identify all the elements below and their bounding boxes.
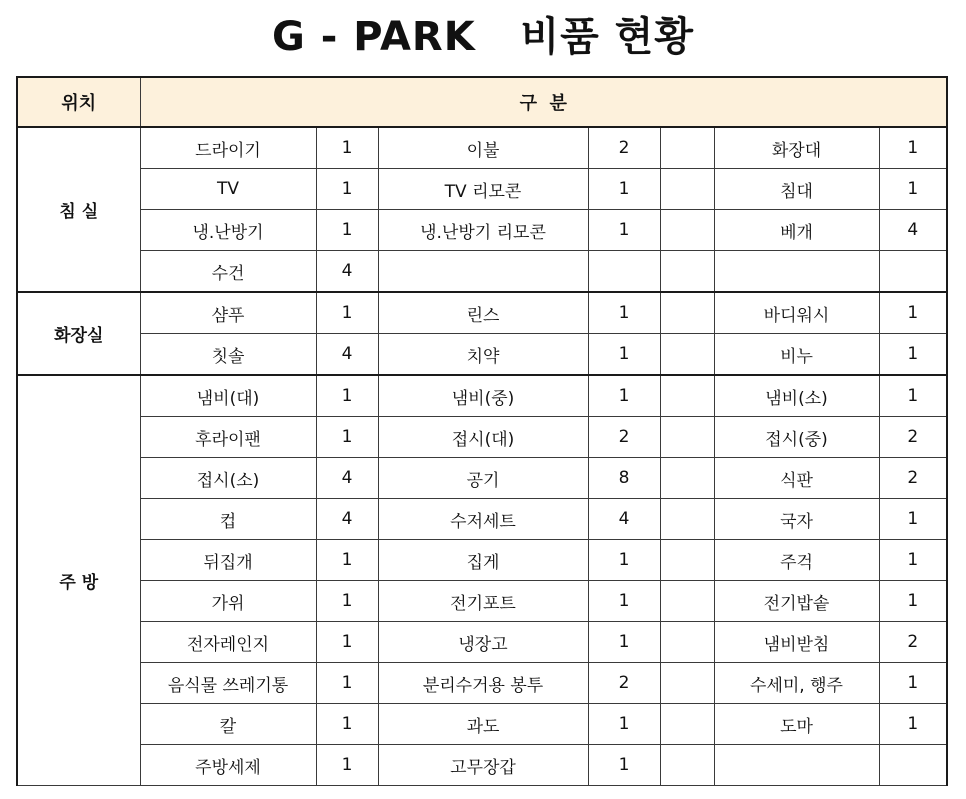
item-name-cell: TV — [140, 169, 316, 210]
item-name-cell: 수저세트 — [378, 499, 588, 540]
item-name-cell: 냄비받침 — [714, 622, 879, 663]
spacer-cell — [660, 704, 714, 745]
spacer-cell — [660, 127, 714, 169]
location-cell: 침 실 — [17, 127, 140, 292]
item-quantity-cell: 4 — [316, 499, 378, 540]
item-name-cell: 접시(소) — [140, 458, 316, 499]
item-quantity-cell — [879, 745, 947, 786]
item-quantity-cell: 1 — [879, 127, 947, 169]
spacer-cell — [660, 375, 714, 417]
spacer-cell — [660, 210, 714, 251]
table-row — [17, 169, 947, 210]
item-name-cell: 과도 — [378, 704, 588, 745]
item-quantity-cell: 1 — [879, 581, 947, 622]
item-quantity-cell: 1 — [879, 292, 947, 334]
item-quantity-cell: 2 — [588, 127, 660, 169]
item-name-cell: 음식물 쓰레기통 — [140, 663, 316, 704]
item-name-cell: 후라이팬 — [140, 417, 316, 458]
table-body — [17, 127, 947, 786]
table-row — [17, 334, 947, 376]
location-header: 위치 — [17, 77, 140, 127]
table-row — [17, 704, 947, 745]
spacer-cell — [660, 622, 714, 663]
table-row — [17, 375, 947, 417]
item-quantity-cell: 1 — [879, 704, 947, 745]
item-name-cell: 접시(대) — [378, 417, 588, 458]
item-quantity-cell: 1 — [588, 704, 660, 745]
item-quantity-cell: 1 — [316, 169, 378, 210]
item-quantity-cell: 1 — [879, 169, 947, 210]
table-row — [17, 292, 947, 334]
spacer-cell — [660, 581, 714, 622]
item-quantity-cell: 1 — [588, 210, 660, 251]
item-name-cell: 치약 — [378, 334, 588, 376]
item-quantity-cell — [879, 251, 947, 293]
item-quantity-cell: 4 — [316, 334, 378, 376]
item-quantity-cell: 1 — [316, 622, 378, 663]
item-quantity-cell: 1 — [879, 334, 947, 376]
item-name-cell: 화장대 — [714, 127, 879, 169]
item-name-cell: 드라이기 — [140, 127, 316, 169]
item-name-cell: 냄비(중) — [378, 375, 588, 417]
item-name-cell: 식판 — [714, 458, 879, 499]
item-name-cell: 국자 — [714, 499, 879, 540]
item-quantity-cell: 1 — [316, 292, 378, 334]
spacer-cell — [660, 292, 714, 334]
item-name-cell: 칼 — [140, 704, 316, 745]
item-quantity-cell: 1 — [316, 375, 378, 417]
spacer-cell — [660, 540, 714, 581]
table-row — [17, 581, 947, 622]
item-name-cell: 공기 — [378, 458, 588, 499]
category-header: 구 분 — [140, 77, 947, 127]
item-quantity-cell: 1 — [316, 663, 378, 704]
item-quantity-cell: 1 — [316, 540, 378, 581]
item-quantity-cell: 8 — [588, 458, 660, 499]
spacer-cell — [660, 745, 714, 786]
item-quantity-cell: 2 — [879, 622, 947, 663]
item-quantity-cell: 1 — [588, 292, 660, 334]
item-name-cell: 분리수거용 봉투 — [378, 663, 588, 704]
item-name-cell: 수건 — [140, 251, 316, 293]
item-quantity-cell: 1 — [588, 169, 660, 210]
item-name-cell — [714, 745, 879, 786]
item-name-cell: 비누 — [714, 334, 879, 376]
item-name-cell: 주걱 — [714, 540, 879, 581]
item-quantity-cell: 1 — [316, 581, 378, 622]
item-quantity-cell: 2 — [879, 458, 947, 499]
item-quantity-cell: 4 — [588, 499, 660, 540]
item-quantity-cell: 1 — [316, 210, 378, 251]
item-name-cell: 샴푸 — [140, 292, 316, 334]
item-name-cell: 바디워시 — [714, 292, 879, 334]
page-title: G - PARK 비품 현황 — [272, 14, 694, 60]
item-name-cell: 주방세제 — [140, 745, 316, 786]
item-quantity-cell: 1 — [588, 375, 660, 417]
item-name-cell: 도마 — [714, 704, 879, 745]
table-row — [17, 745, 947, 786]
spacer-cell — [660, 169, 714, 210]
item-quantity-cell: 1 — [588, 622, 660, 663]
item-name-cell: 칫솔 — [140, 334, 316, 376]
item-quantity-cell: 1 — [879, 499, 947, 540]
item-name-cell: 침대 — [714, 169, 879, 210]
table-row — [17, 417, 947, 458]
item-name-cell: 가위 — [140, 581, 316, 622]
item-quantity-cell: 1 — [879, 663, 947, 704]
item-quantity-cell: 1 — [588, 581, 660, 622]
item-quantity-cell: 4 — [879, 210, 947, 251]
item-quantity-cell: 1 — [588, 540, 660, 581]
item-name-cell: 린스 — [378, 292, 588, 334]
table-row — [17, 663, 947, 704]
table-row — [17, 458, 947, 499]
item-name-cell — [378, 251, 588, 293]
spacer-cell — [660, 499, 714, 540]
item-name-cell: 컵 — [140, 499, 316, 540]
spacer-cell — [660, 251, 714, 293]
item-name-cell: 냄비(대) — [140, 375, 316, 417]
table-row — [17, 251, 947, 293]
item-name-cell: 전기포트 — [378, 581, 588, 622]
item-quantity-cell: 1 — [316, 704, 378, 745]
item-quantity-cell: 1 — [588, 334, 660, 376]
item-name-cell: 냉.난방기 리모콘 — [378, 210, 588, 251]
table-row — [17, 127, 947, 169]
item-quantity-cell: 1 — [316, 745, 378, 786]
item-name-cell — [714, 251, 879, 293]
item-quantity-cell: 1 — [316, 417, 378, 458]
item-quantity-cell: 1 — [588, 745, 660, 786]
item-name-cell: 냄비(소) — [714, 375, 879, 417]
item-name-cell: 전자레인지 — [140, 622, 316, 663]
item-quantity-cell: 2 — [879, 417, 947, 458]
table-row — [17, 622, 947, 663]
spacer-cell — [660, 663, 714, 704]
item-name-cell: 전기밥솥 — [714, 581, 879, 622]
item-name-cell: TV 리모콘 — [378, 169, 588, 210]
item-quantity-cell: 4 — [316, 251, 378, 293]
spacer-cell — [660, 458, 714, 499]
item-quantity-cell: 2 — [588, 663, 660, 704]
item-quantity-cell: 1 — [879, 375, 947, 417]
item-name-cell: 고무장갑 — [378, 745, 588, 786]
table-row — [17, 540, 947, 581]
table-header-row — [17, 77, 947, 127]
inventory-table — [16, 76, 948, 786]
item-quantity-cell: 4 — [316, 458, 378, 499]
spacer-cell — [660, 334, 714, 376]
item-name-cell: 수세미, 행주 — [714, 663, 879, 704]
item-name-cell: 베개 — [714, 210, 879, 251]
location-cell: 화장실 — [17, 292, 140, 375]
spacer-cell — [660, 417, 714, 458]
item-name-cell: 뒤집개 — [140, 540, 316, 581]
table-row — [17, 499, 947, 540]
item-name-cell: 이불 — [378, 127, 588, 169]
item-quantity-cell: 1 — [879, 540, 947, 581]
item-name-cell: 냉장고 — [378, 622, 588, 663]
item-name-cell: 집게 — [378, 540, 588, 581]
table-row — [17, 210, 947, 251]
item-quantity-cell: 1 — [316, 127, 378, 169]
item-quantity-cell: 2 — [588, 417, 660, 458]
item-quantity-cell — [588, 251, 660, 293]
item-name-cell: 접시(중) — [714, 417, 879, 458]
location-cell: 주 방 — [17, 375, 140, 786]
item-name-cell: 냉.난방기 — [140, 210, 316, 251]
